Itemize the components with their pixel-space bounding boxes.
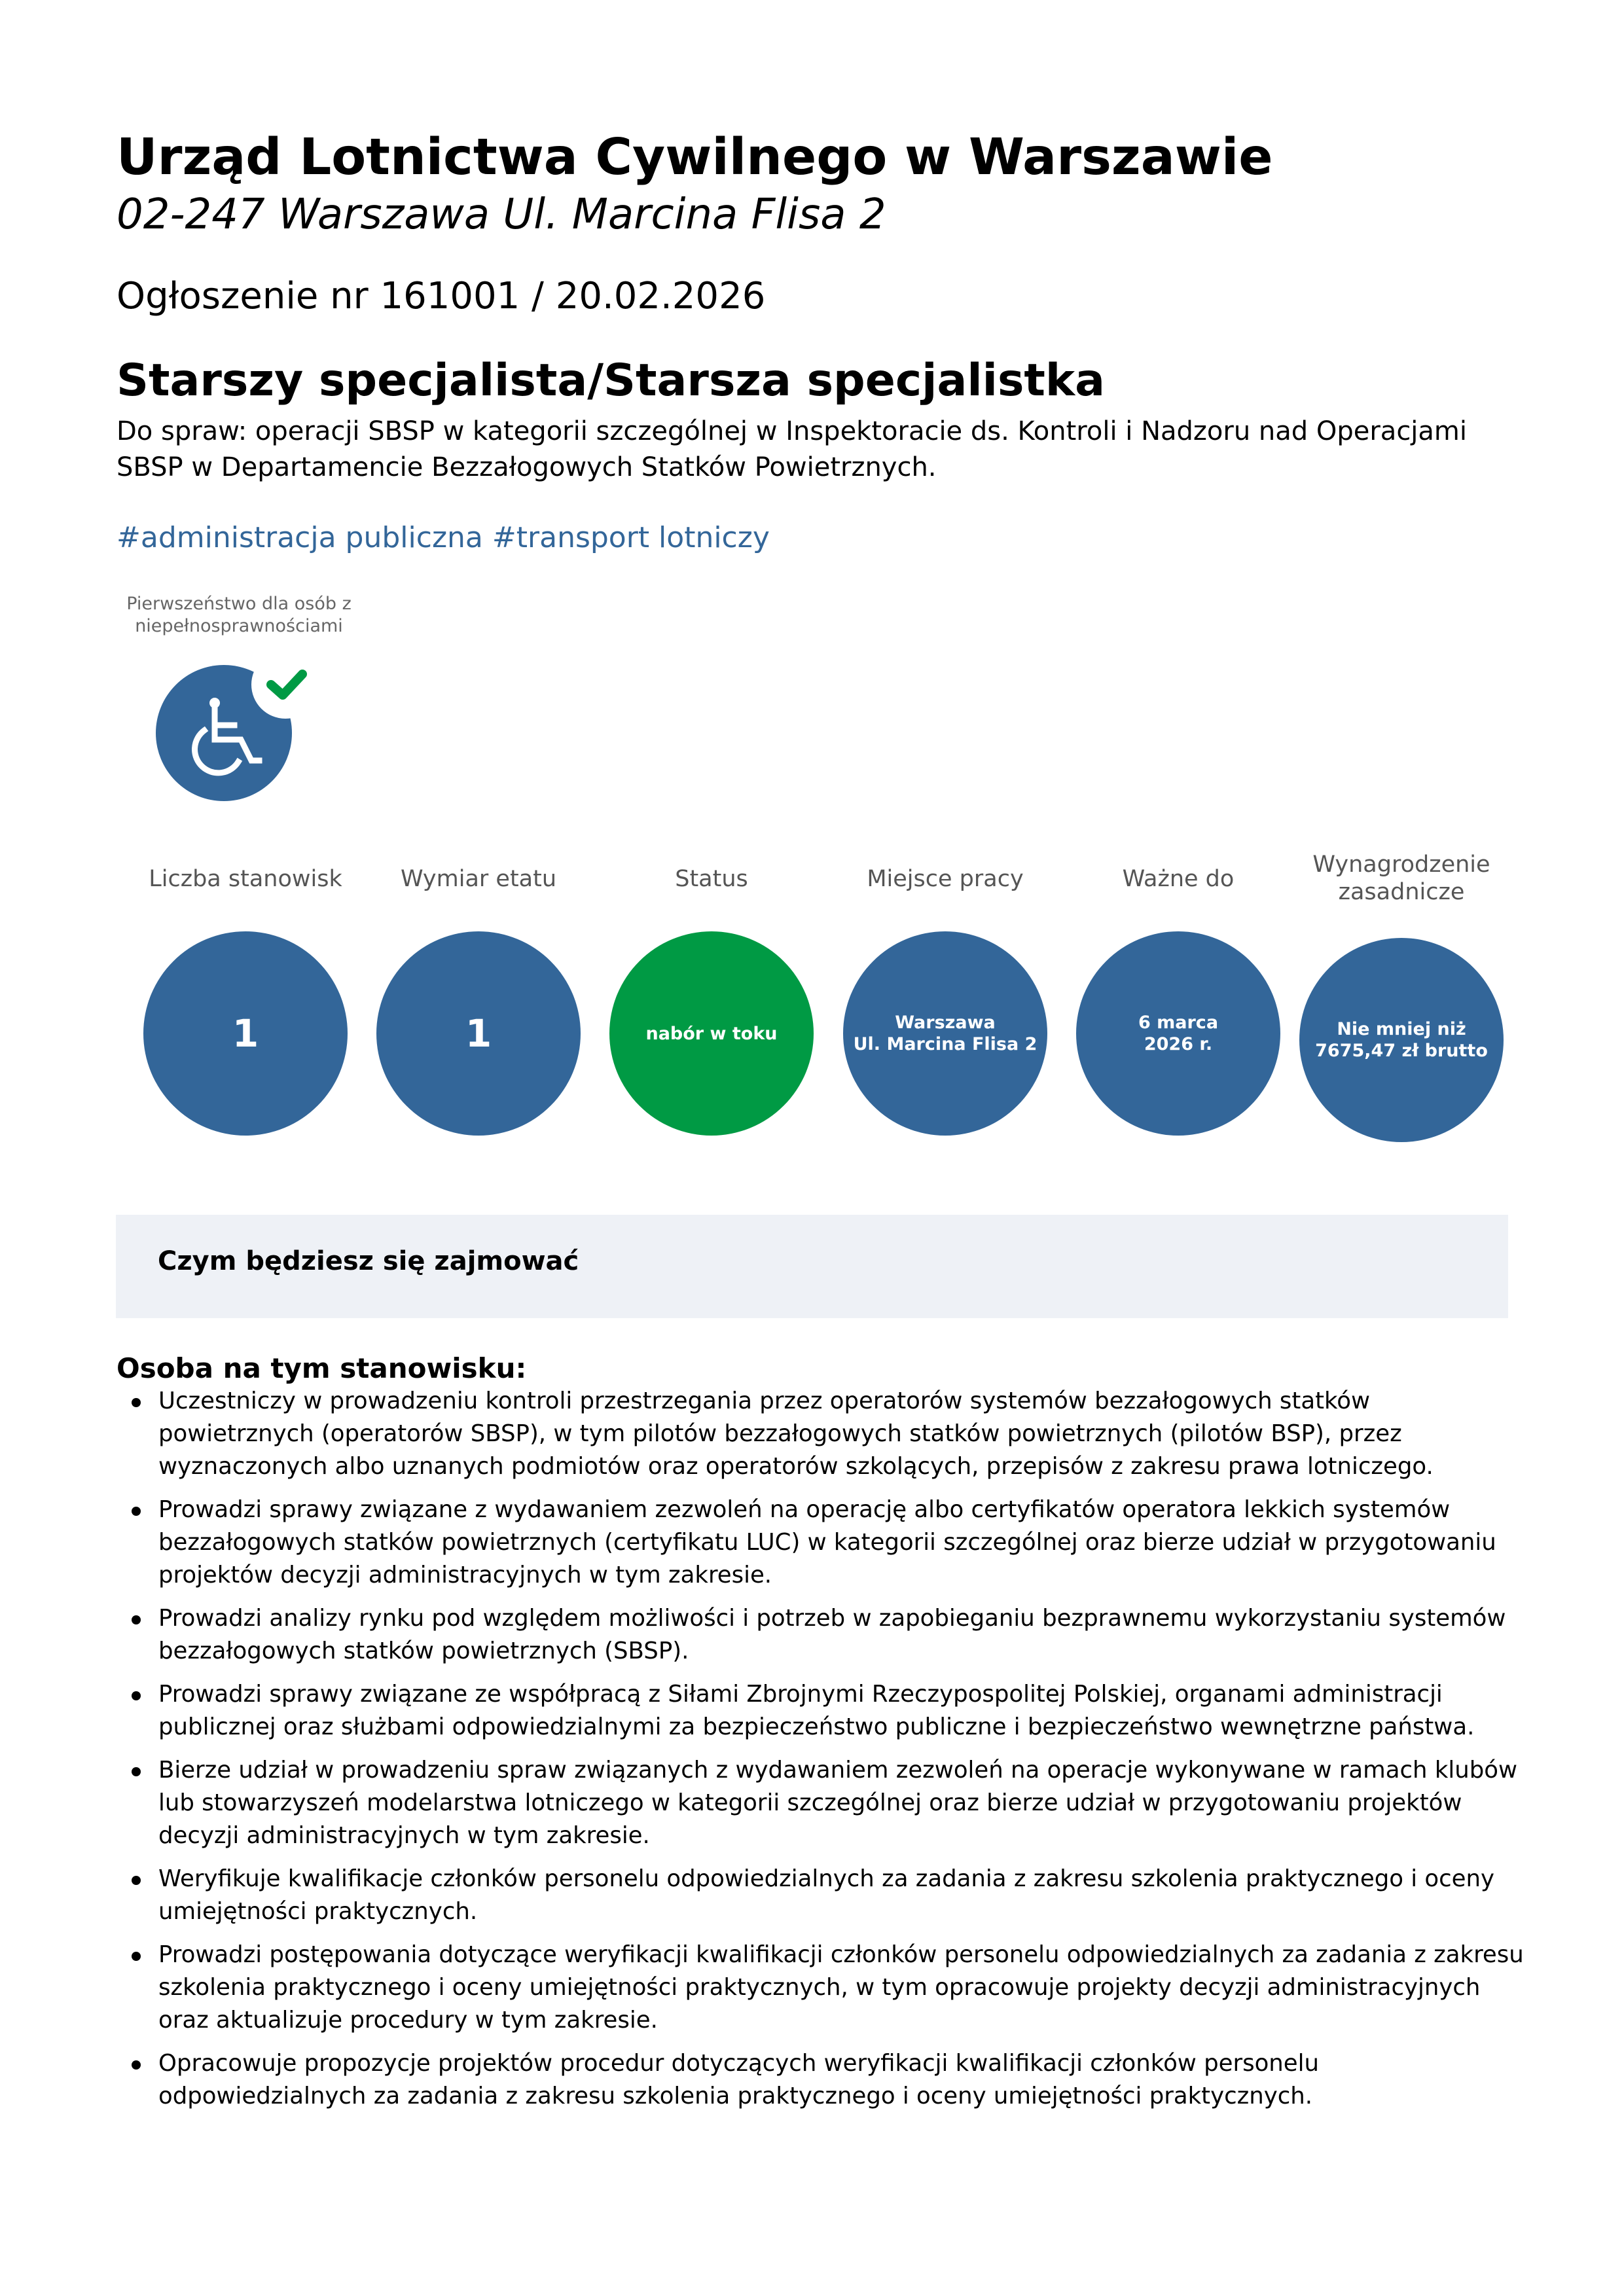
stat-circle — [843, 931, 1047, 1136]
stat-label-line: Ważne do — [1122, 866, 1235, 892]
duty-text: Weryfikuje kwalifikacje członków personelu odpowiedzialnych za zadania z zakresu szkolenia praktycznego i oceny umiejętności praktycznych. — [158, 1865, 1495, 1925]
stat-label — [1293, 851, 1509, 906]
stat-value — [1138, 1012, 1218, 1055]
list-item — [117, 1754, 1524, 1852]
duties-list — [117, 1385, 1524, 2123]
list-item — [117, 1678, 1524, 1744]
stat-label — [370, 865, 586, 893]
bullet-icon — [132, 1767, 141, 1776]
stat-label — [837, 865, 1053, 893]
stat-value-line: nabór w toku — [645, 1023, 778, 1044]
duty-text: Prowadzi sprawy związane z wydawaniem zezwoleń na operację albo certyfikatów operatora lekkich systemów bezzałogowych statków powietrznych (certyfikatu LUC) w kategorii szczególnej oraz bierze udział w przygotowaniu projektów decyzji administracyjnych w tym zakresie. — [158, 1496, 1496, 1588]
tags — [117, 520, 770, 556]
section-title: Czym będziesz się zajmować — [158, 1246, 579, 1276]
stat-circle — [1299, 938, 1504, 1142]
bullet-icon — [132, 1398, 141, 1407]
stat-circle — [1076, 931, 1280, 1136]
list-item — [117, 1385, 1524, 1483]
organization-address: 02-247 Warszawa Ul. Marcina Flisa 2 — [117, 190, 886, 239]
stat-circle — [609, 931, 814, 1136]
stat-label — [1070, 865, 1286, 893]
stat-value — [465, 1013, 492, 1054]
stat-value-line: Nie mniej niż — [1337, 1019, 1466, 1039]
bullet-icon — [132, 1615, 141, 1624]
list-item — [117, 1863, 1524, 1928]
stat-value — [854, 1012, 1038, 1055]
bullet-icon — [132, 1507, 141, 1516]
section-header — [116, 1215, 1508, 1318]
stat-value-line: 1 — [232, 1011, 259, 1056]
stat-label-line: Liczba stanowisk — [149, 866, 342, 892]
stat-label-line: zasadnicze — [1338, 879, 1465, 905]
disability-priority-badge — [154, 662, 312, 804]
duty-text: Prowadzi sprawy związane ze współpracą z Siłami Zbrojnymi Rzeczypospolitej Polskiej, organami administracji publicznej oraz służbami odpowiedzialnymi za bezpieczeństwo publiczne i bezpieczeństwo wewnętrzne państwa. — [158, 1681, 1475, 1740]
stat-value-line: 2026 r. — [1144, 1034, 1213, 1054]
bullet-icon — [132, 1691, 141, 1700]
job-title: Starszy specjalista/Starsza specjalistka — [117, 355, 1106, 406]
announcement-number: Ogłoszenie nr 161001 / 20.02.2026 — [117, 275, 766, 317]
stat-label — [137, 865, 353, 893]
stat-label-line: Wymiar etatu — [400, 866, 557, 892]
stat-label-line: Miejsce pracy — [867, 866, 1024, 892]
stat-value-line: Warszawa — [895, 1013, 996, 1033]
list-item — [117, 1602, 1524, 1668]
stat-value — [645, 1023, 777, 1045]
tag[interactable]: #administracja publiczna — [117, 521, 483, 554]
bullet-icon — [132, 1876, 141, 1885]
tag[interactable]: #transport lotniczy — [492, 521, 770, 554]
stat-value-line: 7675,47 zł brutto — [1315, 1041, 1488, 1061]
stat-label-line: Wynagrodzenie — [1312, 852, 1490, 878]
duty-text: Uczestniczy w prowadzeniu kontroli przestrzegania przez operatorów systemów bezzałogowych statków powietrznych (operatorów SBSP), w tym pilotów bezzałogowych statków powietrznych (pilotów BSP), przez wyznaczonych albo uznanych podmiotów oraz operatorów szkolących, przepisów z zakresu prawa lotniczego. — [158, 1388, 1434, 1480]
disability-priority-label-line: Pierwszeństwo dla osób z — [126, 594, 352, 614]
wheelchair-icon — [154, 662, 312, 804]
list-item — [117, 2047, 1524, 2113]
stat-value — [232, 1013, 259, 1054]
stat-circle — [143, 931, 348, 1136]
disability-priority-label — [108, 593, 370, 637]
duty-text: Bierze udział w prowadzeniu spraw związanych z wydawaniem zezwoleń na operacje wykonywane w ramach klubów lub stowarzyszeń modelarstwa lotniczego w kategorii szczególnej oraz bierze udział w przygotowaniu projektów decyzji administracyjnych w tym zakresie. — [158, 1757, 1518, 1849]
stat-label-line: Status — [675, 866, 748, 892]
duty-text: Prowadzi postępowania dotyczące weryfikacji kwalifikacji członków personelu odpowiedzialnych za zadania z zakresu szkolenia praktycznego i oceny umiejętności praktycznych, w tym opracowuje projekty decyzji administracyjnych oraz aktualizuje procedury w tym zakresie. — [158, 1941, 1524, 2034]
duties-subheading: Osoba na tym stanowisku: — [117, 1352, 527, 1384]
stat-value-line: Ul. Marcina Flisa 2 — [853, 1034, 1038, 1054]
stat-circle — [376, 931, 581, 1136]
job-description: Do spraw: operacji SBSP w kategorii szczególnej w Inspektoracie ds. Kontroli i Nadzoru nad Operacjami SBSP w Departamencie Bezzałogowych Statków Powietrznych. — [117, 416, 1468, 482]
list-item — [117, 1939, 1524, 2037]
disability-priority-label-line: niepełnosprawnościami — [135, 616, 343, 636]
list-item — [117, 1494, 1524, 1592]
bullet-icon — [132, 2060, 141, 2070]
stat-value-line: 6 marca — [1138, 1013, 1219, 1033]
bullet-icon — [132, 1952, 141, 1961]
stat-value-line: 1 — [465, 1011, 492, 1056]
organization-name: Urząd Lotnictwa Cywilnego w Warszawie — [117, 128, 1273, 187]
duty-text: Opracowuje propozycje projektów procedur dotyczących weryfikacji kwalifikacji członków personelu odpowiedzialnych za zadania z zakresu szkolenia praktycznego i oceny umiejętności praktycznych. — [158, 2050, 1319, 2109]
stat-value — [1315, 1018, 1488, 1062]
duty-text: Prowadzi analizy rynku pod względem możliwości i potrzeb w zapobieganiu bezprawnemu wykorzystaniu systemów bezzałogowych statków powietrznych (SBSP). — [158, 1605, 1506, 1664]
check-icon — [271, 674, 302, 695]
stat-label — [604, 865, 820, 893]
